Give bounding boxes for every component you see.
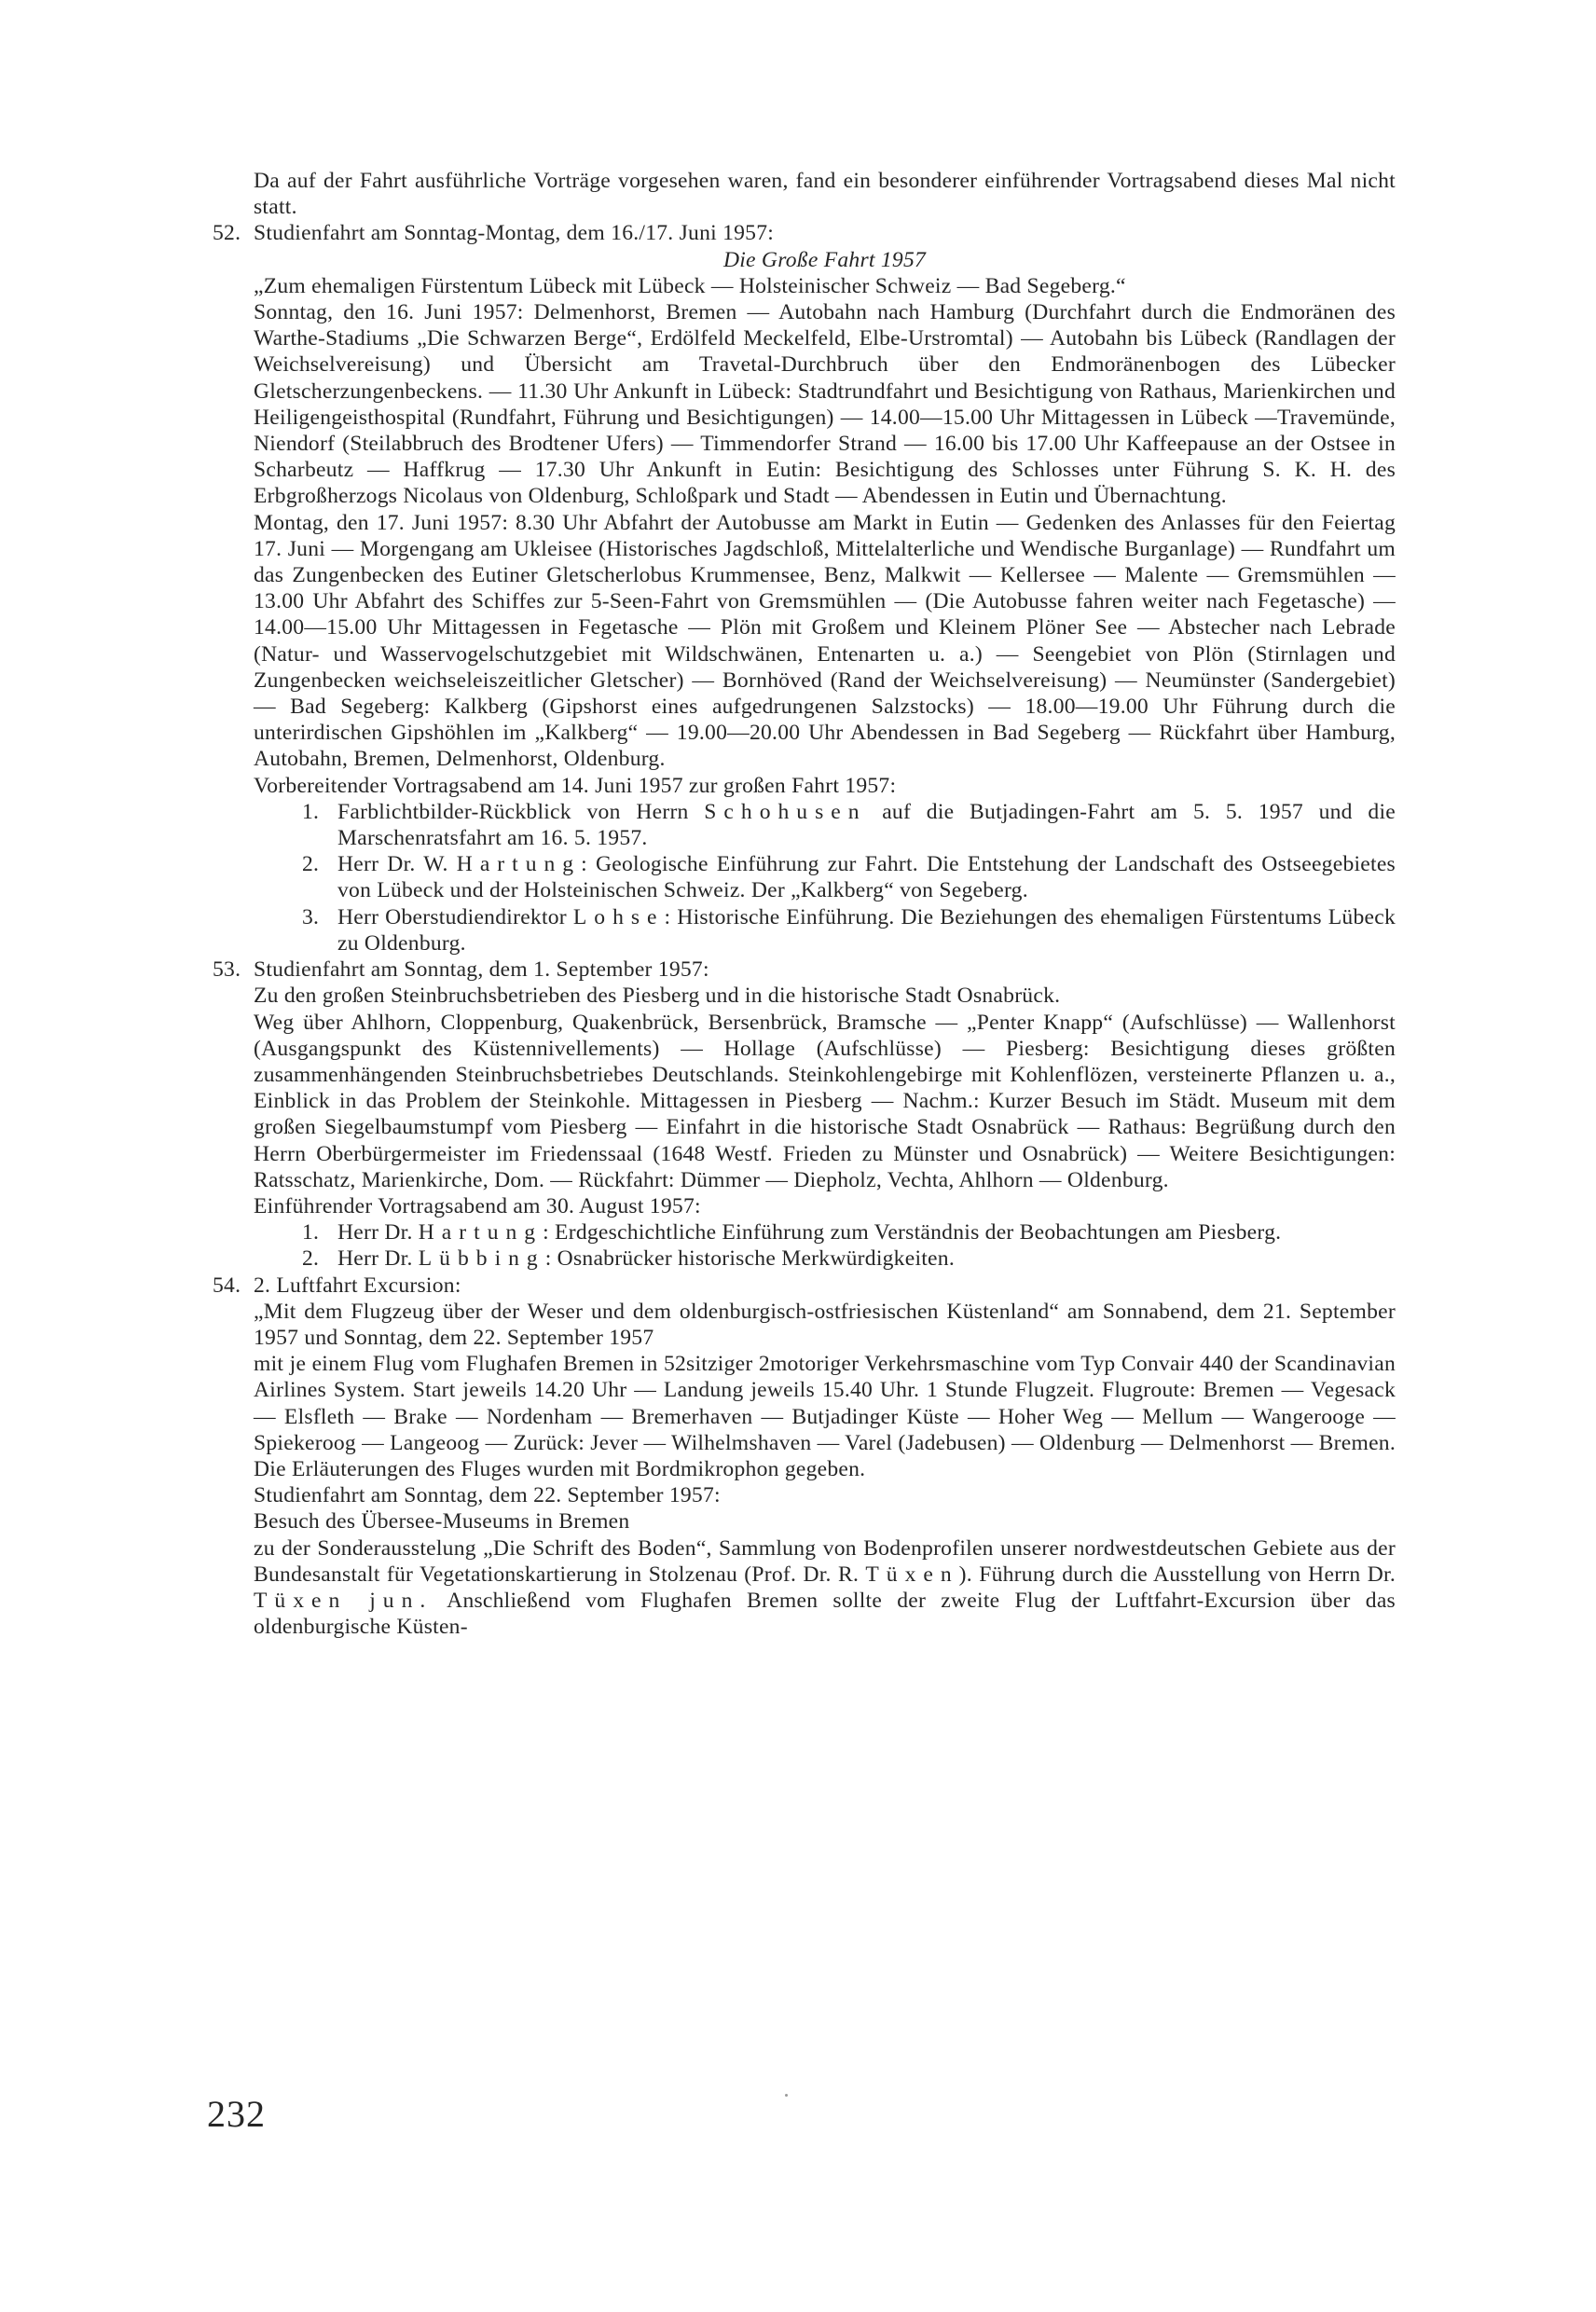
intro-paragraph: Da auf der Fahrt ausführliche Vorträge vorgesehen waren, fand ein besonderer einführender Vortragsabend dieses Mal nicht statt. bbox=[254, 169, 1396, 220]
entry-heading: Studienfahrt am Sonntag, dem 1. September 1957: bbox=[254, 957, 709, 983]
item-text: Herr Dr. W. bbox=[337, 852, 457, 877]
person-name: Lübbing bbox=[418, 1246, 545, 1272]
item-text: Herr Dr. bbox=[337, 1220, 419, 1245]
item-text: auf die Butjadingen-Fahrt am 5. 5. 1957 und die Marschenratsfahrt am 16. 5. 1957. bbox=[337, 799, 1396, 851]
list-item bbox=[254, 1219, 1396, 1245]
paragraph: mit je einem Flug vom Flughafen Bremen in 52sitziger 2motoriger Verkehrsmaschine vom Typ Convair 440 der Scandinavian Airlines System. Start jeweils 14.20 Uhr — Landung jeweils 15.40 Uhr. 1 Stunde Flugzeit. Flugroute: Bremen — Vegesack — Elsfleth — Brake — Nordenham — Bremerhaven — Butjadinger Küste — Hoher Weg — Mellum — Wangerooge — Spiekeroog — Langeoog — Zurück: Jever — Wilhelmshaven — Varel (Jadebusen) — Oldenburg — Delmenhorst — Bremen. Die Erläuterungen des Fluges wurden mit Bordmikrophon gegeben. bbox=[254, 1352, 1396, 1481]
entry-52 bbox=[213, 220, 1396, 956]
person-name: Tüxen bbox=[865, 1562, 959, 1587]
paragraph: Besuch des Übersee-Museums in Bremen bbox=[254, 1509, 630, 1534]
entry-54 bbox=[213, 1273, 1396, 1641]
entry-number: 52. bbox=[213, 221, 241, 246]
item-number: 2. bbox=[302, 852, 320, 877]
paragraph-text: zu der Sonderausstelung „Die Schrift des Boden“, Sammlung von Bodenprofilen unserer nordwestdeutschen Gebiete aus der Bundesanstalt für Vegetationskartierung in Stolzenau (Prof. Dr. R. bbox=[254, 1535, 1396, 1587]
paragraph: Studienfahrt am Sonntag, dem 22. September 1957: bbox=[254, 1483, 721, 1508]
item-text: Farblichtbilder-Rückblick von Herrn bbox=[337, 799, 705, 824]
item-text: Herr Dr. bbox=[337, 1246, 419, 1272]
list-item bbox=[254, 799, 1396, 851]
lecture-list bbox=[254, 1219, 1396, 1272]
person-name: Tüxen jun. bbox=[254, 1588, 433, 1613]
entry-title: Die Große Fahrt 1957 bbox=[722, 247, 927, 272]
entry-number: 53. bbox=[213, 957, 241, 983]
item-text: : Erdgeschichtliche Einführung zum Verständnis der Beobachtungen am Piesberg. bbox=[543, 1220, 1282, 1245]
item-number: 1. bbox=[302, 799, 320, 824]
paragraph-text: Anschließend vom Flughafen Bremen sollte der zweite Flug der Luftfahrt-Excursion über das oldenburgische Küsten- bbox=[254, 1588, 1396, 1640]
item-number: 3. bbox=[302, 904, 320, 929]
person-name: Hartung bbox=[456, 852, 582, 877]
paragraph-text: ). Führung durch die Ausstellung von Herrn Dr. bbox=[958, 1562, 1396, 1587]
item-text: : Geologische Einführung zur Fahrt. Die Entstehung der Landschaft des Ostseegebietes von Lübeck und der Holsteinischen Schweiz. Der „Kalkberg“ von Segeberg. bbox=[337, 852, 1396, 903]
paragraph: Montag, den 17. Juni 1957: 8.30 Uhr Abfahrt der Autobusse am Markt in Eutin — Gedenken des Anlasses für den Feiertag 17. Juni — Morgengang am Ukleisee (Historisches Jagdschloß, Mittelalterliche und Wendische Burganlage) — Rundfahrt um das Zungenbecken des Eutiner Gletscherlobus Krummensee, Benz, Malkwit — Kellersee — Malente — Gremsmühlen — 13.00 Uhr Abfahrt des Schiffes zur 5-Seen-Fahrt von Gremsmühlen — (Die Autobusse fahren weiter nach Fegetasche) — 14.00—15.00 Uhr Mittagessen in Fegetasche — Plön mit Großem und Kleinem Plöner See — Abstecher nach Lebrade (Natur- und Wasservogelschutzgebiet mit Wildschwänen, Entenarten u. a.) — Seengebiet von Plön (Stirnlagen und Zungenbecken weichseleiszeitlicher Gletscher) — Bornhöved (Rand der Weichselvereisung) — Neumünster (Sandergebiet) — Bad Segeberg: Kalkberg (Gipshorst eines aufgedrungenen Salzstocks) — 18.00—19.00 Uhr Führung durch die unterirdischen Gipshöhlen im „Kalkberg“ — 19.00—20.00 Uhr Abendessen in Bad Segeberg — Rückfahrt über Hamburg, Autobahn, Bremen, Delmenhorst, Oldenburg. bbox=[254, 510, 1396, 772]
person-name: Hartung bbox=[418, 1220, 543, 1245]
paragraph: „Zum ehemaligen Fürstentum Lübeck mit Lübeck — Holsteinischer Schweiz — Bad Segeberg.“ bbox=[254, 273, 1126, 298]
scan-artifact bbox=[785, 2094, 788, 2097]
entry-heading: 2. Luftfahrt Excursion: bbox=[254, 1273, 461, 1298]
paragraph: „Mit dem Flugzeug über der Weser und dem oldenburgisch-ostfriesischen Küstenland“ am Sonnabend, dem 21. September 1957 und Sonntag, dem 22. September 1957 bbox=[254, 1299, 1396, 1350]
paragraph bbox=[254, 1535, 1396, 1641]
paragraph: Vorbereitender Vortragsabend am 14. Juni 1957 zur großen Fahrt 1957: bbox=[254, 773, 897, 798]
item-number: 2. bbox=[302, 1246, 320, 1272]
item-text: : Historische Einführung. Die Beziehungen des ehemaligen Fürstentums Lübeck zu Oldenburg. bbox=[337, 904, 1396, 956]
list-item bbox=[254, 1245, 1396, 1272]
paragraph: Sonntag, den 16. Juni 1957: Delmenhorst, Bremen — Autobahn nach Hamburg (Durchfahrt durch die Endmoränen des Warthe-Stadiums „Die Schwarzen Berge“, Erdölfeld Meckelfeld, Elbe-Urstromtal) — Autobahn bis Lübeck (Randlagen der Weichselvereisung) und Übersicht am Travetal-Durchbruch über den Endmoränenbogen des Lübecker Gletscherzungenbeckens. — 11.30 Uhr Ankunft in Lübeck: Stadtrundfahrt und Besichtigung von Rathaus, Marienkirchen und Heiligengeisthospital (Rundfahrt, Führung und Besichtigungen) — 14.00—15.00 Uhr Mittagessen in Lübeck —Travemünde, Niendorf (Steilabbruch des Brodtener Ufers) — Timmendorfer Strand — 16.00 bis 17.00 Uhr Kaffeepause an der Ostsee in Scharbeutz — Haffkrug — 17.30 Uhr Ankunft in Eutin: Besichtigung des Schlosses unter Führung S. K. H. des Erbgroßherzogs Nicolaus von Oldenburg, Schloßpark und Stadt — Abendessen in Eutin und Übernachtung. bbox=[254, 300, 1396, 509]
item-text: : Osnabrücker historische Merkwürdigkeiten. bbox=[544, 1246, 955, 1272]
paragraph: Weg über Ahlhorn, Cloppenburg, Quakenbrück, Bersenbrück, Bramsche — „Penter Knapp“ (Aufschlüsse) — Wallenhorst (Ausgangspunkt des Küstennivellements) — Hollage (Aufschlüsse) — Piesberg: Besichtigung dieses größten zusammenhängenden Steinbruchsbetriebes Deutschlands. Steinkohlengebirge mit Kohlenflözen, versteinerte Pflanzen u. a., Einblick in das Problem der Steinkohle. Mittagessen in Piesberg — Nachm.: Kurzer Besuch im Städt. Museum mit dem großen Siegelbaumstumpf vom Piesberg — Einfahrt in die historische Stadt Osnabrück — Rathaus: Begrüßung durch den Herrn Oberbürgermeister im Friedenssaal (1648 Westf. Frieden zu Münster und Osnabrück) — Weitere Besichtigungen: Ratsschatz, Marienkirche, Dom. — Rückfahrt: Dümmer — Diepholz, Vechta, Ahlhorn — Oldenburg. bbox=[254, 1010, 1396, 1192]
entry-53 bbox=[213, 956, 1396, 1272]
body-text bbox=[213, 168, 1396, 1640]
list-item bbox=[254, 904, 1396, 956]
person-name: Schohusen bbox=[704, 799, 867, 824]
person-name: Lohse bbox=[572, 904, 665, 929]
item-text: Herr Oberstudiendirektor bbox=[337, 904, 573, 929]
entry-heading: Studienfahrt am Sonntag-Montag, dem 16./17. Juni 1957: bbox=[254, 221, 775, 246]
item-number: 1. bbox=[302, 1220, 320, 1245]
paragraph: Zu den großen Steinbruchsbetrieben des Piesberg und in die historische Stadt Osnabrück. bbox=[254, 984, 1061, 1009]
page-number: 232 bbox=[207, 2093, 266, 2135]
list-item bbox=[254, 851, 1396, 903]
paragraph: Einführender Vortragsabend am 30. August 1957: bbox=[254, 1193, 701, 1218]
entry-number: 54. bbox=[213, 1273, 241, 1298]
lecture-list bbox=[254, 799, 1396, 956]
